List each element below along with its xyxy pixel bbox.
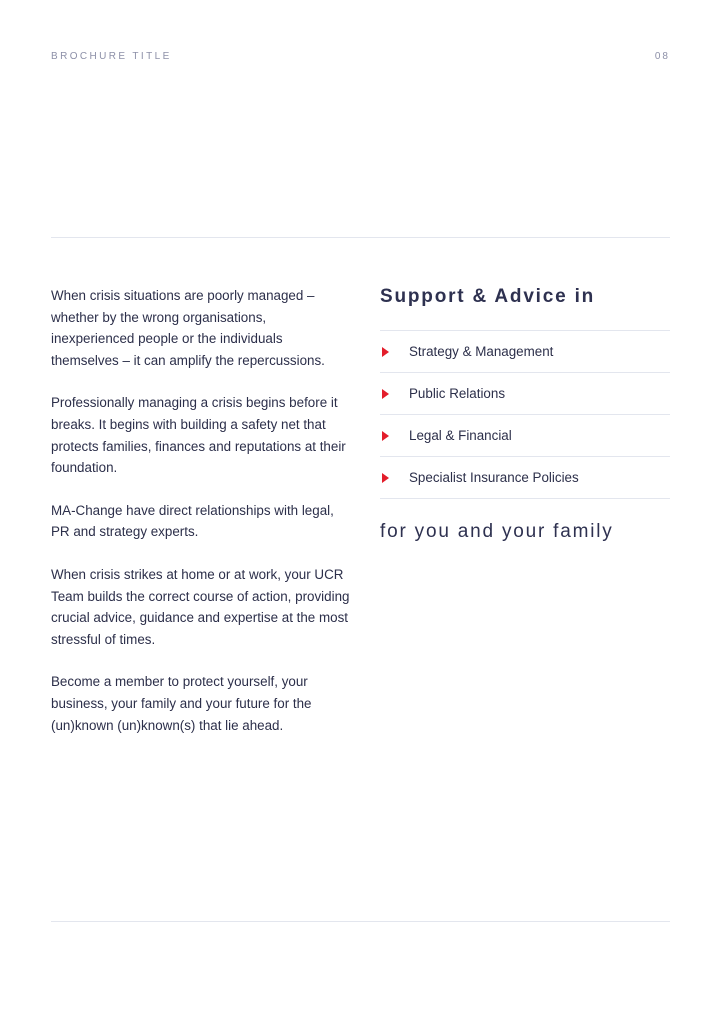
support-footer-heading: for you and your family [380,521,614,542]
body-paragraph: When crisis situations are poorly managed – whether by the wrong organisations, inexperienced people or the individuals themselves – it can amplify the repercussions. [51,288,325,368]
brochure-title: BROCHURE TITLE [51,51,172,62]
list-item [380,457,670,499]
list-item [380,415,670,457]
list-item-label: Specialist Insurance Policies [409,470,579,485]
triangle-bullet-icon [382,347,389,357]
list-item-label: Legal & Financial [409,428,512,443]
triangle-bullet-icon [382,431,389,441]
bottom-divider [51,921,670,922]
top-divider [51,237,670,238]
triangle-bullet-icon [382,473,389,483]
list-item [380,331,670,373]
body-paragraph: Become a member to protect yourself, your business, your family and your future for the (un)known (un)known(s) that lie ahead. [51,674,312,733]
triangle-bullet-icon [382,389,389,399]
body-paragraph: When crisis strikes at home or at work, your UCR Team builds the correct course of action, providing crucial advice, guidance and expertise at the most stressful of times. [51,566,350,647]
list-item [380,373,670,415]
support-heading: Support & Advice in [380,286,596,307]
list-item-label: Public Relations [409,386,506,401]
page-number: 08 [654,51,670,62]
list-item-label: Strategy & Management [409,344,554,359]
support-list [380,330,670,499]
body-paragraph: MA-Change have direct relationships with legal, PR and strategy experts. [51,502,334,540]
body-text-column [51,285,351,757]
body-paragraph: Professionally managing a crisis begins before it breaks. It begins with building a safety net that protects families, finances and reputations at their foundation. [51,395,346,476]
support-column [380,283,670,546]
